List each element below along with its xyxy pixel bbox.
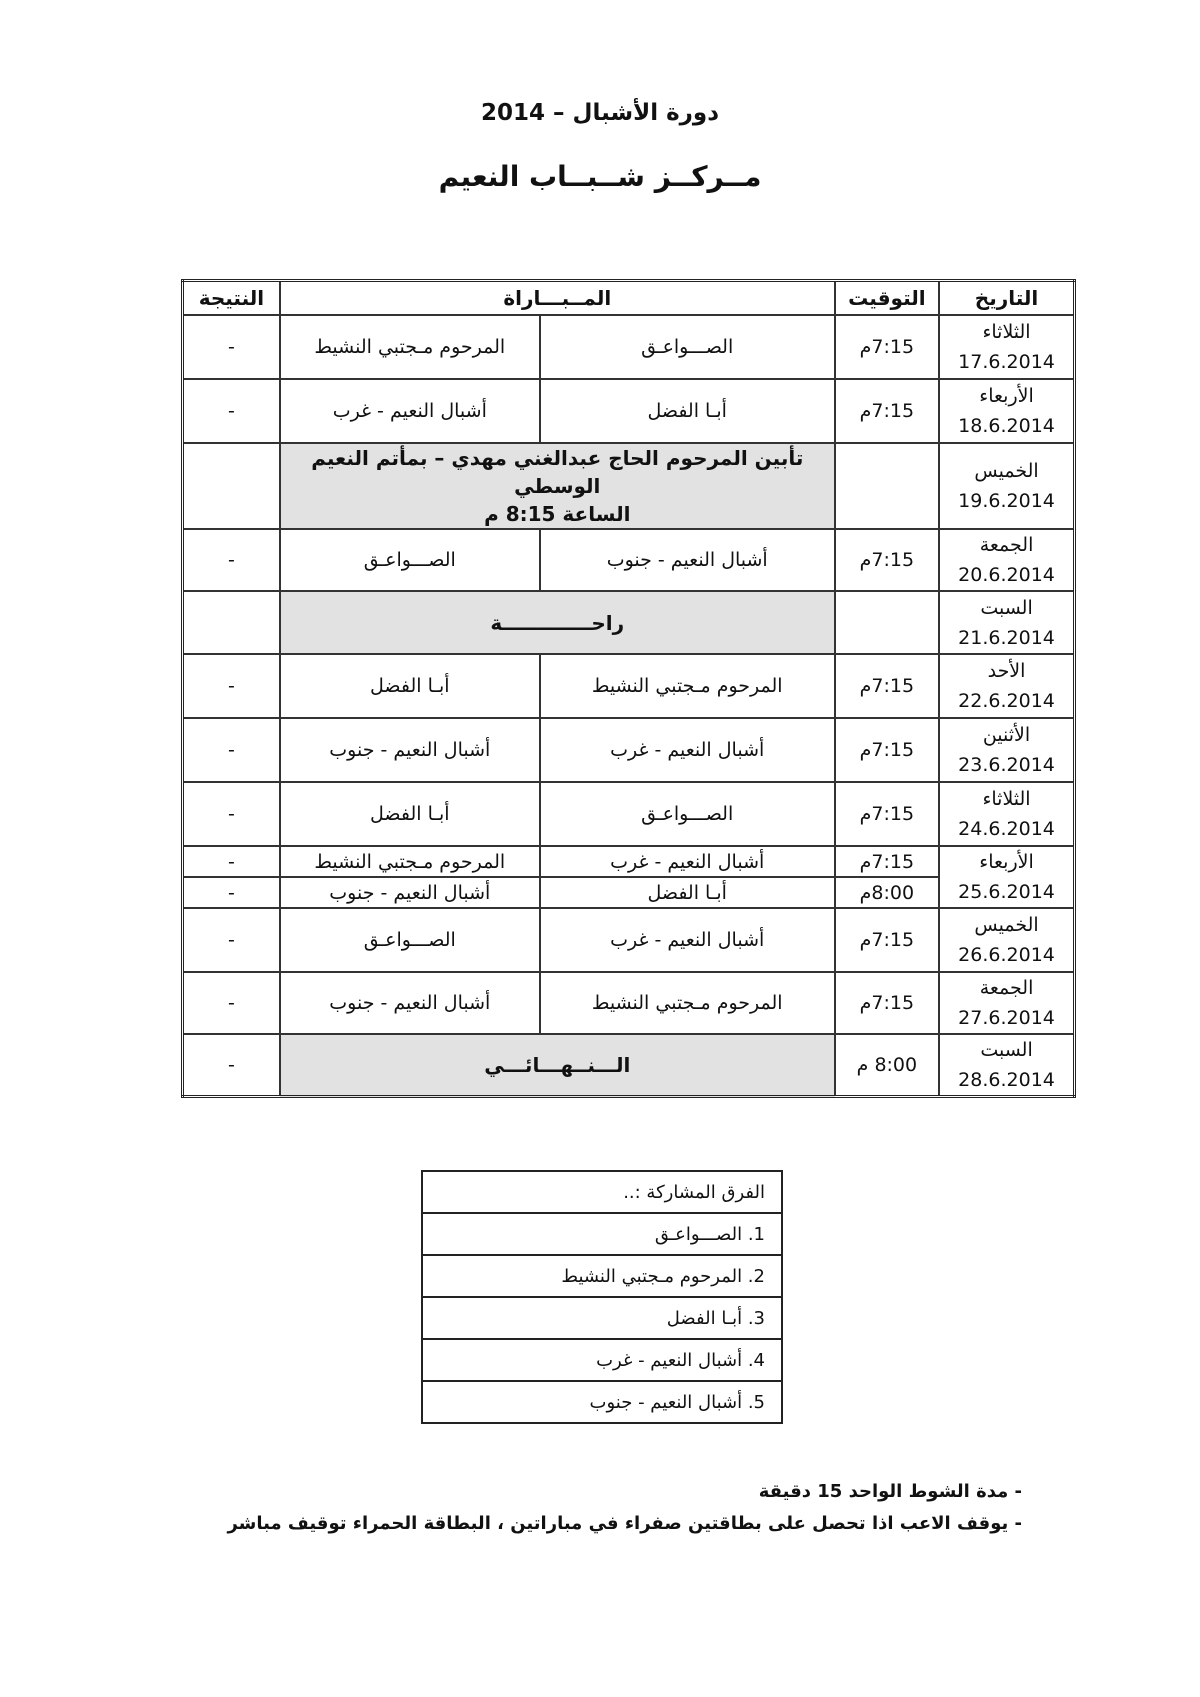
- time-cell: 8:00م: [835, 877, 939, 908]
- result-cell: -: [183, 877, 280, 908]
- time-cell: 7:15م: [835, 908, 939, 972]
- result-cell: -: [183, 1034, 280, 1097]
- team2-cell: أشبال النعيم - جنوب: [280, 972, 540, 1034]
- team2-cell: المرحوم مـجتبي النشيط: [280, 846, 540, 877]
- team1-cell: أشبال النعيم - غرب: [540, 718, 835, 782]
- team-list-item: 3. أبـا الفضل: [422, 1297, 782, 1339]
- time-cell: 7:15م: [835, 972, 939, 1034]
- team1-cell: أشبال النعيم - غرب: [540, 908, 835, 972]
- table-row: [183, 1034, 1075, 1097]
- team2-cell: أشبال النعيم - جنوب: [280, 718, 540, 782]
- day-name: الخميس: [974, 460, 1039, 482]
- time-cell: 7:15م: [835, 782, 939, 846]
- header-date: التاريخ: [939, 281, 1074, 316]
- date-cell: [939, 529, 1074, 591]
- day-name: السبت: [980, 596, 1033, 619]
- team2-cell: أشبال النعيم - جنوب: [280, 877, 540, 908]
- event-cell: [280, 443, 835, 529]
- team2-cell: أبـا الفضل: [280, 654, 540, 718]
- rules-notes: [227, 1476, 1022, 1540]
- page-subtitle: مــركــز شــبــاب النعيم: [438, 160, 762, 193]
- day-name: الخميس: [974, 914, 1039, 936]
- result-cell: -: [183, 654, 280, 718]
- event-line: الساعة 8:15 م: [484, 502, 631, 526]
- team1-cell: المرحوم مـجتبي النشيط: [540, 654, 835, 718]
- team2-cell: أشبال النعيم - غرب: [280, 379, 540, 443]
- table-row: [183, 782, 1075, 846]
- day-name: الجمعة: [979, 534, 1034, 556]
- table-row: [183, 972, 1075, 1034]
- team1-cell: أشبال النعيم - جنوب: [540, 529, 835, 591]
- day-name: الجمعة: [979, 977, 1034, 999]
- date-value: 21.6.2014: [958, 626, 1055, 649]
- rest-day-cell: راحـــــــــــــة: [280, 591, 835, 654]
- day-name: السبت: [980, 1039, 1033, 1061]
- team1-cell: أبـا الفضل: [540, 877, 835, 908]
- date-value: 22.6.2014: [958, 690, 1055, 712]
- date-value: 28.6.2014: [958, 1069, 1055, 1091]
- date-cell: [939, 443, 1074, 529]
- date-value: 18.6.2014: [958, 415, 1055, 437]
- table-row: [183, 443, 1075, 529]
- result-cell: -: [183, 846, 280, 877]
- date-value: 17.6.2014: [958, 351, 1055, 373]
- date-cell: [939, 379, 1074, 443]
- team1-cell: أبـا الفضل: [540, 379, 835, 443]
- time-cell: [835, 443, 939, 529]
- team-list-item: 1. الصـــواعـق: [422, 1213, 782, 1255]
- header-time: التوقيت: [835, 281, 939, 316]
- team2-cell: أبـا الفضل: [280, 782, 540, 846]
- time-cell: 7:15م: [835, 315, 939, 379]
- team1-cell: أشبال النعيم - غرب: [540, 846, 835, 877]
- result-cell: [183, 443, 280, 529]
- date-cell: [939, 718, 1074, 782]
- time-cell: 8:00 م: [835, 1034, 939, 1097]
- table-row: [183, 846, 1075, 877]
- header-result: النتيجة: [183, 281, 280, 316]
- result-cell: -: [183, 529, 280, 591]
- table-row: [183, 654, 1075, 718]
- result-cell: -: [183, 972, 280, 1034]
- table-row: [183, 908, 1075, 972]
- event-line: تأبين المرحوم الحاج عبدالغني مهدي – بمأتم النعيم الوسطي: [311, 446, 804, 498]
- date-value: 26.6.2014: [958, 944, 1055, 966]
- date-value: 24.6.2014: [958, 818, 1055, 840]
- header-match: المــبـــاراة: [280, 281, 835, 316]
- participating-teams-table: [421, 1170, 783, 1424]
- day-name: الثلاثاء: [982, 788, 1031, 810]
- date-cell: [939, 782, 1074, 846]
- table-row: [183, 718, 1075, 782]
- time-cell: 7:15م: [835, 654, 939, 718]
- result-cell: -: [183, 782, 280, 846]
- time-cell: [835, 591, 939, 654]
- result-cell: [183, 591, 280, 654]
- team1-cell: الصـــواعـق: [540, 315, 835, 379]
- team-list-item: 4. أشبال النعيم - غرب: [422, 1339, 782, 1381]
- date-cell: [939, 846, 1074, 908]
- time-cell: 7:15م: [835, 718, 939, 782]
- date-cell: [939, 972, 1074, 1034]
- result-cell: -: [183, 718, 280, 782]
- note-line: - مدة الشوط الواحد 15 دقيقة: [758, 1481, 1022, 1502]
- day-name: الأثنين: [982, 724, 1031, 746]
- team2-cell: الصـــواعـق: [280, 908, 540, 972]
- result-cell: -: [183, 379, 280, 443]
- team-list-item: 2. المرحوم مـجتبي النشيط: [422, 1255, 782, 1297]
- team1-cell: الصـــواعـق: [540, 782, 835, 846]
- date-cell: [939, 315, 1074, 379]
- team1-cell: المرحوم مـجتبي النشيط: [540, 972, 835, 1034]
- date-value: 25.6.2014: [958, 881, 1055, 903]
- result-cell: -: [183, 315, 280, 379]
- table-row: [183, 315, 1075, 379]
- day-name: الأربعاء: [979, 385, 1034, 407]
- time-cell: 7:15م: [835, 379, 939, 443]
- table-row: [183, 379, 1075, 443]
- time-cell: 7:15م: [835, 529, 939, 591]
- schedule-table: [181, 279, 1076, 1098]
- day-name: الأربعاء: [979, 851, 1034, 873]
- team2-cell: الصـــواعـق: [280, 529, 540, 591]
- day-name: الثلاثاء: [982, 321, 1031, 343]
- table-row: [183, 529, 1075, 591]
- day-name: الأحد: [987, 660, 1026, 682]
- date-value: 27.6.2014: [958, 1007, 1055, 1029]
- page-title: دورة الأشبال – 2014: [480, 100, 720, 126]
- date-value: 20.6.2014: [958, 564, 1055, 586]
- teams-heading: الفرق المشاركة :..: [422, 1171, 782, 1213]
- date-value: 19.6.2014: [958, 490, 1055, 512]
- schedule-header-row: [183, 281, 1075, 316]
- team-list-item: 5. أشبال النعيم - جنوب: [422, 1381, 782, 1423]
- table-row: [183, 591, 1075, 654]
- date-cell: [939, 591, 1074, 654]
- note-line: - يوقف الاعب اذا تحصل على بطاقتين صفراء في مباراتين ، البطاقة الحمراء توقيف مباشر: [227, 1513, 1022, 1534]
- final-match-cell: الـــنــهـــائـــي: [280, 1034, 835, 1097]
- result-cell: -: [183, 908, 280, 972]
- date-cell: [939, 908, 1074, 972]
- time-cell: 7:15م: [835, 846, 939, 877]
- date-cell: [939, 654, 1074, 718]
- date-cell: [939, 1034, 1074, 1097]
- date-value: 23.6.2014: [958, 754, 1055, 776]
- team2-cell: المرحوم مـجتبي النشيط: [280, 315, 540, 379]
